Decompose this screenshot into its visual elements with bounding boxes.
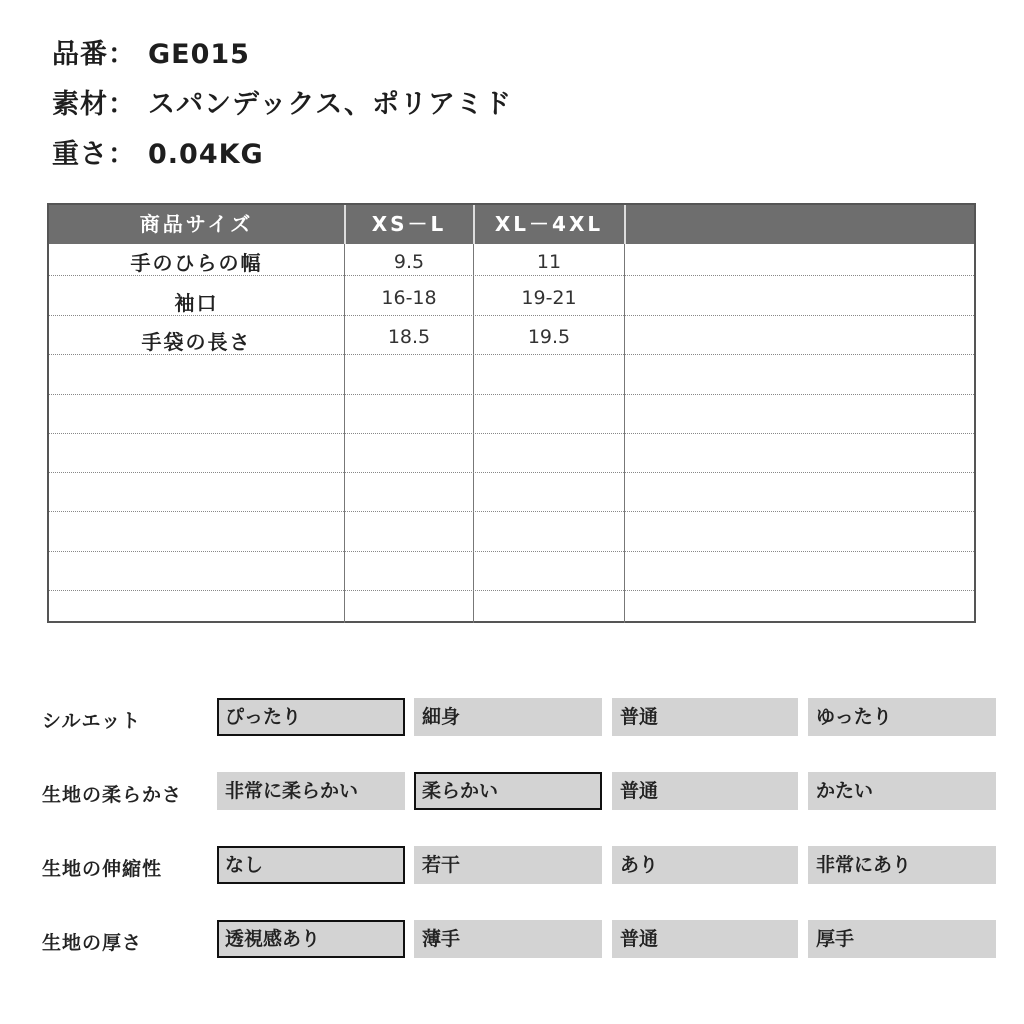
- item-number-label: 品番：: [52, 39, 136, 70]
- table-cell: 18.5: [387, 326, 431, 348]
- rating-option[interactable]: 普通: [612, 920, 798, 958]
- table-cell: 19-21: [521, 287, 577, 309]
- item-number-line: [52, 32, 250, 71]
- material-label: 素材：: [52, 89, 136, 120]
- rating-option[interactable]: なし: [217, 846, 405, 884]
- weight-label: 重さ：: [52, 139, 136, 170]
- rating-label-stretch: 生地の伸縮性: [42, 858, 163, 880]
- rating-option[interactable]: かたい: [808, 772, 996, 810]
- rating-option[interactable]: 薄手: [414, 920, 602, 958]
- header-size-xs-l: XS－L: [371, 212, 447, 236]
- header-size-label: 商品サイズ: [139, 212, 254, 236]
- rating-option[interactable]: ぴったり: [217, 698, 405, 736]
- row-divider: [49, 551, 974, 552]
- header-size-empty: [624, 205, 976, 244]
- table-cell: 9.5: [393, 251, 425, 273]
- rating-option[interactable]: 普通: [612, 772, 798, 810]
- header-divider: [344, 205, 346, 244]
- row-label-glove-length: 手袋の長さ: [141, 330, 252, 354]
- row-label-palm-width: 手のひらの幅: [130, 251, 263, 275]
- row-label-cuff: 袖口: [174, 291, 219, 315]
- rating-option[interactable]: 非常に柔らかい: [217, 772, 405, 810]
- rating-option[interactable]: 柔らかい: [414, 772, 602, 810]
- size-table-header: [49, 205, 974, 244]
- material-value: スパンデックス、ポリアミド: [148, 89, 512, 120]
- rating-option[interactable]: 普通: [612, 698, 798, 736]
- rating-label-silhouette: シルエット: [42, 710, 142, 732]
- row-divider: [49, 511, 974, 512]
- weight-value: 0.04KG: [148, 139, 264, 170]
- row-divider: [49, 394, 974, 395]
- rating-option[interactable]: ゆったり: [808, 698, 996, 736]
- weight-line: [52, 132, 264, 171]
- row-divider: [49, 590, 974, 591]
- rating-option[interactable]: あり: [612, 846, 798, 884]
- rating-label-thickness: 生地の厚さ: [42, 932, 143, 954]
- rating-option[interactable]: 非常にあり: [808, 846, 996, 884]
- header-divider: [473, 205, 475, 244]
- table-cell: 11: [536, 251, 562, 273]
- material-line: [52, 82, 512, 121]
- rating-option[interactable]: 細身: [414, 698, 602, 736]
- rating-option[interactable]: 透視感あり: [217, 920, 405, 958]
- item-number-value: GE015: [148, 39, 250, 70]
- rating-option[interactable]: 若干: [414, 846, 602, 884]
- row-divider: [49, 433, 974, 434]
- rating-label-softness: 生地の柔らかさ: [42, 784, 183, 806]
- table-cell: 16-18: [381, 287, 437, 309]
- row-divider: [49, 472, 974, 473]
- table-cell: 19.5: [527, 326, 571, 348]
- header-divider: [624, 205, 626, 244]
- size-table: [47, 203, 976, 623]
- rating-option[interactable]: 厚手: [808, 920, 996, 958]
- header-size-xl-4xl: XL－4XL: [494, 212, 604, 236]
